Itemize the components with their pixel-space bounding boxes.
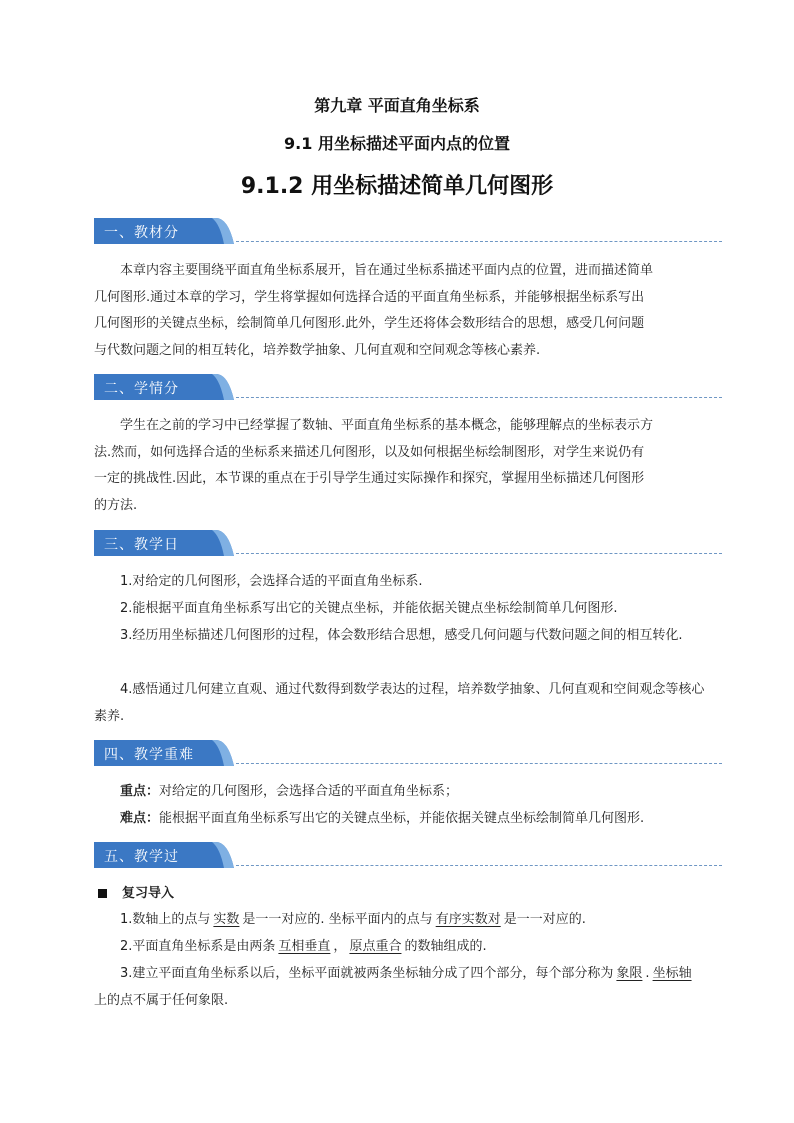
para-line: 本章内容主要围绕平面直角坐标系展开，旨在通过坐标系描述平面内点的位置，进而描述简单 [120, 263, 654, 278]
section-tab-1 [94, 218, 234, 244]
review-title: 复习导入 [122, 886, 175, 901]
q2-text-d: 的数轴组成的. [404, 939, 487, 954]
para-line: 的方法. [94, 497, 138, 513]
q2-blank-1: 互相垂直 [278, 939, 331, 954]
dashed-divider [236, 553, 722, 554]
section-header-5 [94, 840, 722, 872]
dashed-divider [236, 241, 722, 242]
section-label: 一、教材分 [104, 225, 179, 241]
section-tab-3 [94, 530, 234, 556]
difficult-point-text: 能根据平面直角坐标系写出它的关键点坐标，并能依据关键点坐标绘制简单几何图形. [159, 811, 645, 826]
q3-text-d: 上的点不属于任何象限. [94, 992, 229, 1008]
q3-text-c: . [645, 966, 650, 981]
section-title: 9.1 用坐标描述平面内点的位置 [284, 134, 510, 153]
chapter-title: 第九章 平面直角坐标系 [314, 96, 480, 115]
section-tab-2 [94, 374, 234, 400]
para-line: 与代数问题之间的相互转化，培养数学抽象、几何直观和空间观念等核心素养. [94, 342, 541, 358]
section-tab-4 [94, 740, 234, 766]
q2-text-c: ， [333, 939, 347, 954]
key-point [94, 779, 706, 806]
goal-item-2: 2.能根据平面直角坐标系写出它的关键点坐标，并能依据关键点坐标绘制简单几何图形. [120, 601, 618, 616]
difficult-point-label: 难点： [120, 811, 160, 826]
section-header-3 [94, 528, 722, 560]
para-line: 法.然而，如何选择合适的坐标系来描述几何图形，以及如何根据坐标绘制图形，对学生来说仍有 [94, 444, 645, 460]
q1-text-c: 是一一对应的. 坐标平面内的点与 [242, 912, 433, 927]
dashed-divider [236, 865, 722, 866]
q2-blank-2: 原点重合 [349, 939, 402, 954]
difficult-point [94, 806, 706, 833]
goal-item-4: 4.感悟通过几何建立直观、通过代数得到数学表达的过程，培养数学抽象、几何直观和空间观念等核心素养. [94, 682, 705, 724]
q1-text-a: 1.数轴上的点与 [120, 912, 211, 927]
paragraph-student-analysis [94, 413, 706, 519]
dashed-divider [236, 763, 722, 764]
section-tab-5 [94, 842, 234, 868]
section-label: 三、教学日 [104, 537, 179, 553]
section-header-1 [94, 216, 722, 248]
square-bullet-icon [98, 889, 107, 898]
lesson-title: 9.1.2 用坐标描述简单几何图形 [240, 174, 554, 199]
section-label: 五、教学过 [104, 849, 179, 865]
key-point-label: 重点： [120, 784, 160, 799]
paragraph-textbook-analysis [94, 258, 706, 364]
review-question-1 [94, 907, 706, 934]
q1-blank-1: 实数 [213, 912, 240, 927]
review-question-3 [94, 961, 706, 1014]
q3-blank-2: 坐标轴 [652, 966, 692, 981]
q2-text-a: 2.平面直角坐标系是由两条 [120, 939, 276, 954]
review-question-2 [94, 934, 706, 961]
section-header-4 [94, 738, 722, 770]
key-point-text: 对给定的几何图形，会选择合适的平面直角坐标系； [159, 784, 459, 799]
q1-text-d: 是一一对应的. [503, 912, 586, 927]
q1-blank-2: 有序实数对 [435, 912, 501, 927]
goal-item-3: 3.经历用坐标描述几何图形的过程，体会数形结合思想，感受几何问题与代数问题之间的相互转化. [120, 628, 683, 643]
q3-blank-1: 象限 [616, 966, 643, 981]
para-line: 学生在之前的学习中已经掌握了数轴、平面直角坐标系的基本概念，能够理解点的坐标表示方 [120, 418, 654, 433]
section-label: 二、学情分 [104, 381, 179, 397]
para-line: 一定的挑战性.因此，本节课的重点在于引导学生通过实际操作和探究，掌握用坐标描述几何图形 [94, 471, 645, 486]
dashed-divider [236, 397, 722, 398]
goal-item-1: 1.对给定的几何图形，会选择合适的平面直角坐标系. [120, 574, 423, 589]
section-header-2 [94, 372, 722, 404]
section-label: 四、教学重难 [104, 747, 194, 763]
q3-text-a: 3.建立平面直角坐标系以后，坐标平面就被两条坐标轴分成了四个部分，每个部分称为 [120, 966, 614, 981]
para-line: 几何图形的关键点坐标，绘制简单几何图形.此外，学生还将体会数形结合的思想，感受几何问题 [94, 316, 645, 331]
para-line: 几何图形.通过本章的学习，学生将掌握如何选择合适的平面直角坐标系，并能够根据坐标系写出 [94, 289, 645, 305]
